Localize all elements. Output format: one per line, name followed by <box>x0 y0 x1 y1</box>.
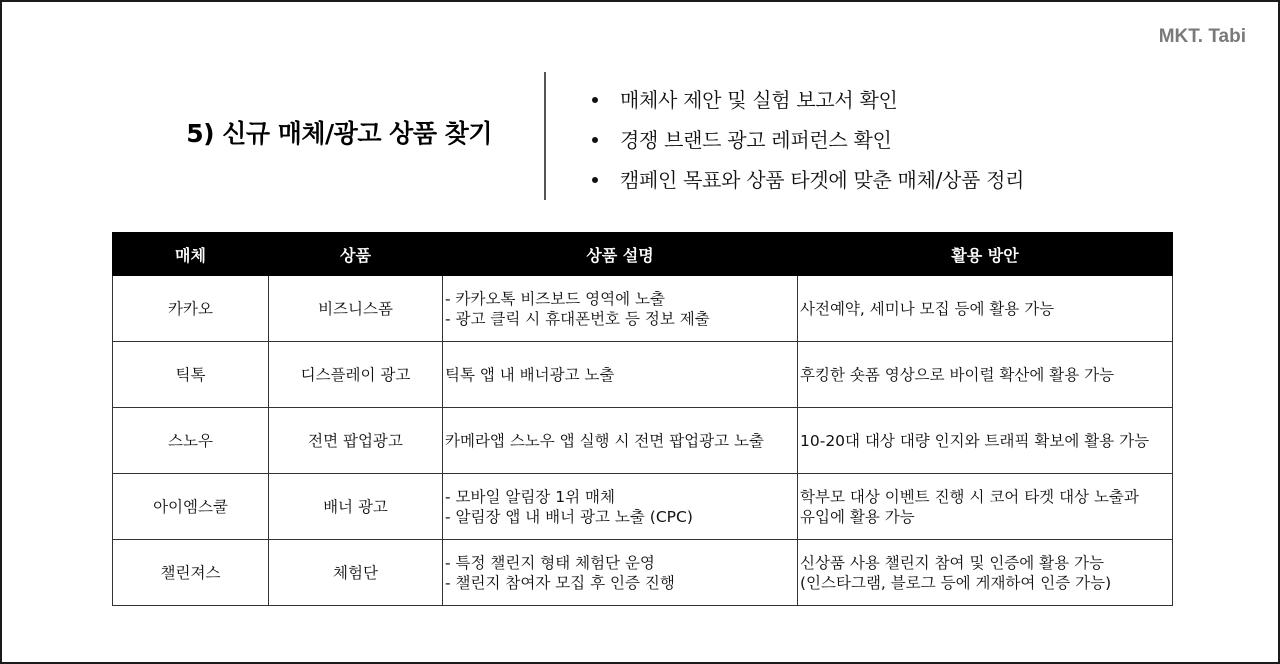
description-line: 틱톡 앱 내 배너광고 노출 <box>445 365 615 384</box>
bullet-dot-icon <box>592 137 598 143</box>
usage-line: (인스타그램, 블로그 등에 게재하여 인증 가능) <box>800 573 1112 592</box>
table-row <box>113 276 1173 342</box>
vertical-divider <box>544 72 546 200</box>
header-usage: 활용 방안 <box>798 233 1173 276</box>
usage-line: 사전예약, 세미나 모집 등에 활용 가능 <box>800 299 1055 318</box>
bullet-text: 경쟁 브랜드 광고 레퍼런스 확인 <box>620 128 892 152</box>
bullet-dot-icon <box>592 97 598 103</box>
bullet-item <box>592 160 1024 200</box>
table-row <box>113 342 1173 408</box>
bullet-text: 캠페인 목표와 상품 타겟에 맞춘 매체/상품 정리 <box>620 168 1025 192</box>
cell-media: 챌린져스 <box>113 540 269 606</box>
cell-description <box>443 540 798 606</box>
usage-line: 신상품 사용 챌린지 참여 및 인증에 활용 가능 <box>800 553 1105 572</box>
cell-product: 체험단 <box>269 540 443 606</box>
cell-product: 전면 팝업광고 <box>269 408 443 474</box>
cell-product: 디스플레이 광고 <box>269 342 443 408</box>
cell-media: 스노우 <box>113 408 269 474</box>
cell-product: 비즈니스폼 <box>269 276 443 342</box>
table-row <box>113 408 1173 474</box>
description-line: - 알림장 앱 내 배너 광고 노출 (CPC) <box>445 507 693 526</box>
description-line: 카메라앱 스노우 앱 실행 시 전면 팝업광고 노출 <box>445 431 764 450</box>
cell-description <box>443 474 798 540</box>
usage-line: 10-20대 대상 대량 인지와 트래픽 확보에 활용 가능 <box>800 431 1150 450</box>
description-line: - 모바일 알림장 1위 매체 <box>445 487 615 506</box>
brand-label: MKT. Tabi <box>1158 26 1246 47</box>
cell-usage <box>798 276 1173 342</box>
bullet-text: 매체사 제안 및 실험 보고서 확인 <box>620 88 898 112</box>
header-product: 상품 <box>269 233 443 276</box>
cell-usage <box>798 540 1173 606</box>
cell-usage <box>798 474 1173 540</box>
cell-description <box>443 342 798 408</box>
cell-usage <box>798 342 1173 408</box>
cell-media: 틱톡 <box>113 342 269 408</box>
description-line: - 카카오톡 비즈보드 영역에 노출 <box>445 289 665 308</box>
section-title: 5) 신규 매체/광고 상품 찾기 <box>186 119 492 148</box>
cell-product: 배너 광고 <box>269 474 443 540</box>
description-line: - 특정 챌린지 형태 체험단 운영 <box>445 553 655 572</box>
cell-usage <box>798 408 1173 474</box>
header-description: 상품 설명 <box>443 233 798 276</box>
description-line: - 광고 클릭 시 휴대폰번호 등 정보 제출 <box>445 309 710 328</box>
usage-line: 학부모 대상 이벤트 진행 시 코어 타겟 대상 노출과 <box>800 487 1139 506</box>
bullet-dot-icon <box>592 177 598 183</box>
table-row <box>113 540 1173 606</box>
cell-description <box>443 276 798 342</box>
cell-media: 카카오 <box>113 276 269 342</box>
usage-line: 후킹한 숏폼 영상으로 바이럴 확산에 활용 가능 <box>800 365 1115 384</box>
bullet-item <box>592 120 1024 160</box>
table-header-row <box>113 233 1173 276</box>
table-row <box>113 474 1173 540</box>
media-table <box>112 232 1173 606</box>
description-line: - 챌린지 참여자 모집 후 인증 진행 <box>445 573 675 592</box>
bullet-list <box>592 80 1024 200</box>
header-media: 매체 <box>113 233 269 276</box>
cell-description <box>443 408 798 474</box>
usage-line: 유입에 활용 가능 <box>800 507 915 526</box>
cell-media: 아이엠스쿨 <box>113 474 269 540</box>
bullet-item <box>592 80 1024 120</box>
